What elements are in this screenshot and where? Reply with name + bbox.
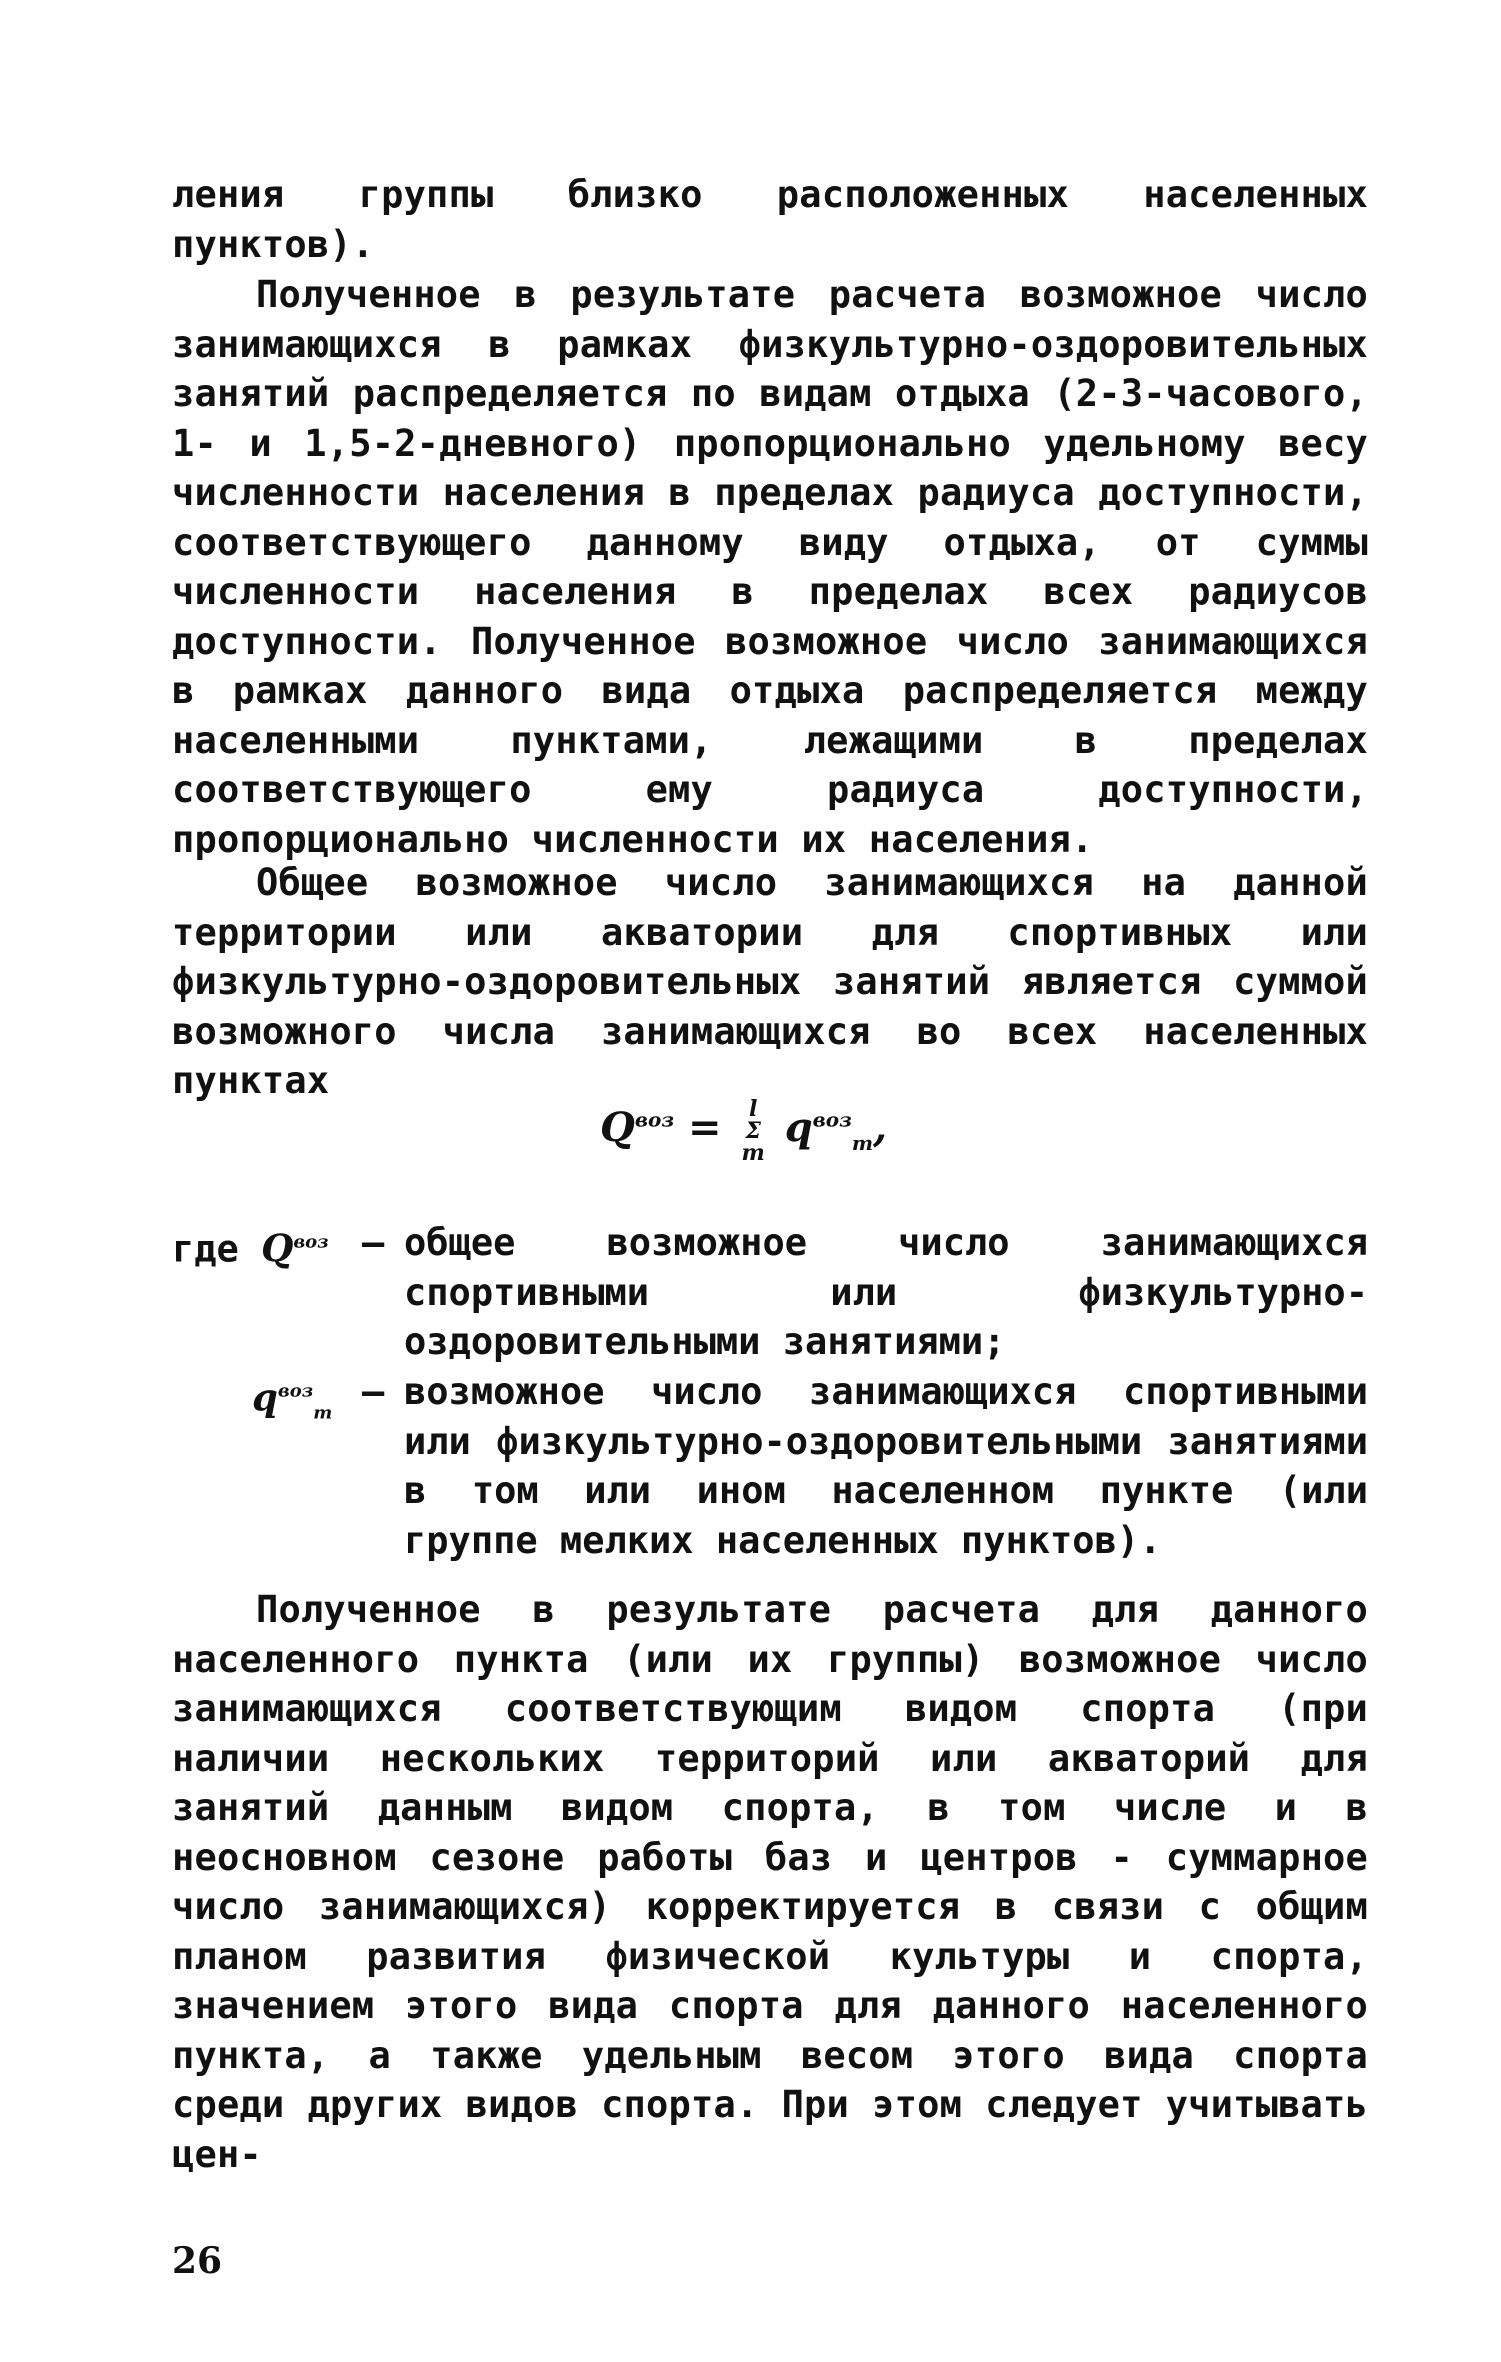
definition-2-dash: – — [362, 1370, 385, 1413]
where-word: где — [172, 1227, 239, 1271]
paragraph-2-text: Полученное в результате расчета возможное число занимающихся в рамках физкультурно-оздоровительных занятий распределяется по видам отдыха (2-3-часового, 1- и 1,5-2-дневного) пропорционально удельному весу численности населения в пределах радиуса доступности, соответствующего данному виду отдыха, от суммы численности населения в пределах всех радиусов доступности. Полученное возможное число занимающихся в рамках данного вида отдыха распределяется между населенными пунктами, лежащими в пределах соответствующего ему радиуса доступности, пропорционально численности их населения. — [172, 273, 1368, 861]
formula-sum-bottom: m — [741, 1140, 765, 1166]
definition-2-lead — [252, 1367, 332, 1438]
definition-total — [172, 1218, 1368, 1367]
formula-term-sub: m — [851, 1131, 874, 1155]
formula-lhs-sup: воз — [634, 1107, 675, 1132]
definition-2-text: возможное число занимающихся спортивными или физкультурно-оздоровительными занятиями в том или ином населенном пункте (или группе мелких населенных пунктов). — [404, 1370, 1368, 1562]
formula-term: q — [784, 1104, 813, 1151]
formula-equals: = — [688, 1104, 722, 1151]
definition-1-text: общее возможное число занимающихся спортивными или физкультурно-оздоровительными занятиями; — [404, 1221, 1368, 1363]
paragraph-4-text: Полученное в результате расчета для данного населенного пункта (или их группы) возможное число занимающихся соответствующим видом спорта (при наличии нескольких территорий или акваторий для занятий данным видом спорта, в том числе и в неосновном сезоне работы баз и центров - суммарное число занимающихся) корректируется в связи с общим планом развития физической культуры и спорта, значением этого вида спорта для данного населенного пункта, а также удельным весом этого вида спорта среди других видов спорта. При этом следует учитывать цен- — [172, 1588, 1368, 2176]
definition-lead — [172, 1218, 329, 1274]
paragraph-3-text: Общее возможное число занимающихся на данной территории или акватории для спортивных или физкультурно-оздоровительных занятий является суммой возможного числа занимающихся во всех населенных пунктах — [172, 861, 1368, 1102]
paragraph-total — [172, 858, 1368, 1106]
definition-1-dash: – — [362, 1221, 385, 1264]
paragraph-continuation — [172, 170, 1368, 269]
formula-tail: , — [873, 1104, 888, 1151]
page-number: 26 — [172, 2240, 223, 2282]
definition-1-symbol: $Q^{воз}$ — [261, 1226, 329, 1271]
definition-2-symbol: $q^{воз}_m$ — [252, 1375, 333, 1424]
formula-sum — [741, 1098, 764, 1164]
formula-term-sup: воз — [812, 1107, 852, 1132]
formula-lhs: Q — [600, 1104, 635, 1151]
sum-formula — [600, 1098, 887, 1164]
formula-sum-top: l — [748, 1096, 758, 1122]
definition-per-settlement — [172, 1367, 1368, 1565]
paragraph-1-text: ления группы близко расположенных населенных пунктов). — [172, 173, 1368, 266]
formula-sum-sign: Σ — [745, 1118, 761, 1144]
paragraph-distribution — [172, 270, 1368, 864]
paragraph-correction — [172, 1585, 1368, 2179]
